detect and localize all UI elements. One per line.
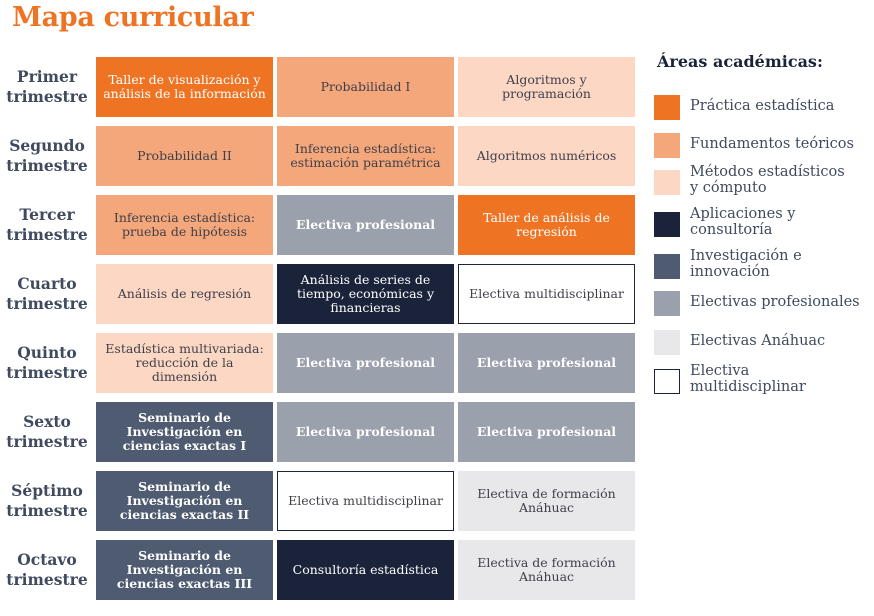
term-label: Primer trimestre — [6, 67, 88, 106]
legend-label: Práctica estadística — [690, 98, 835, 114]
legend-label: Investigación e innovación — [690, 248, 802, 280]
course-cell: Probabilidad II — [96, 126, 273, 186]
legend-title: Áreas académicas: — [657, 52, 823, 71]
course-cell: Taller de análisis de regresión — [458, 195, 635, 255]
legend-swatch — [654, 170, 680, 195]
term-label: Segundo trimestre — [6, 136, 88, 175]
legend-label: Fundamentos teóricos — [690, 136, 854, 152]
course-cell: Electiva multidisciplinar — [277, 471, 454, 531]
course-cell: Electiva de formación Anáhuac — [458, 540, 635, 600]
legend-swatch — [654, 291, 680, 316]
course-cell: Algoritmos numéricos — [458, 126, 635, 186]
course-cell: Electiva profesional — [458, 402, 635, 462]
course-cell: Análisis de series de tiempo, económicas y financieras — [277, 264, 454, 324]
legend-label: Electiva multidisciplinar — [690, 363, 806, 395]
term-label: Sexto trimestre — [6, 412, 88, 451]
term-label: Séptimo trimestre — [6, 481, 88, 520]
legend-swatch — [654, 330, 680, 355]
course-cell: Consultoría estadística — [277, 540, 454, 600]
term-label: Tercer trimestre — [6, 205, 88, 244]
term-label: Cuarto trimestre — [6, 274, 88, 313]
term-label: Octavo trimestre — [6, 550, 88, 589]
course-cell: Inferencia estadística: prueba de hipótesis — [96, 195, 273, 255]
course-cell: Electiva profesional — [277, 195, 454, 255]
course-cell: Algoritmos y programación — [458, 57, 635, 117]
legend-label: Electivas profesionales — [690, 294, 860, 310]
term-label: Quinto trimestre — [6, 343, 88, 382]
course-cell: Inferencia estadística: estimación paramétrica — [277, 126, 454, 186]
legend-label: Electivas Anáhuac — [690, 333, 826, 349]
course-cell: Estadística multivariada: reducción de la dimensión — [96, 333, 273, 393]
course-cell: Electiva profesional — [277, 333, 454, 393]
course-cell: Electiva profesional — [277, 402, 454, 462]
course-cell: Electiva profesional — [458, 333, 635, 393]
course-cell: Seminario de Investigación en ciencias exactas I — [96, 402, 273, 462]
legend-swatch — [654, 369, 680, 394]
course-cell: Electiva multidisciplinar — [458, 264, 635, 324]
legend-swatch — [654, 212, 680, 237]
page-title: Mapa curricular — [12, 2, 254, 33]
legend-swatch — [654, 95, 680, 120]
course-cell: Seminario de Investigación en ciencias exactas III — [96, 540, 273, 600]
legend-swatch — [654, 133, 680, 158]
legend-swatch — [654, 254, 680, 279]
course-cell: Taller de visualización y análisis de la información — [96, 57, 273, 117]
course-cell: Probabilidad I — [277, 57, 454, 117]
course-cell: Seminario de Investigación en ciencias exactas II — [96, 471, 273, 531]
legend-label: Aplicaciones y consultoría — [690, 206, 796, 238]
course-cell: Análisis de regresión — [96, 264, 273, 324]
course-cell: Electiva de formación Anáhuac — [458, 471, 635, 531]
legend-label: Métodos estadísticos y cómputo — [690, 164, 845, 196]
